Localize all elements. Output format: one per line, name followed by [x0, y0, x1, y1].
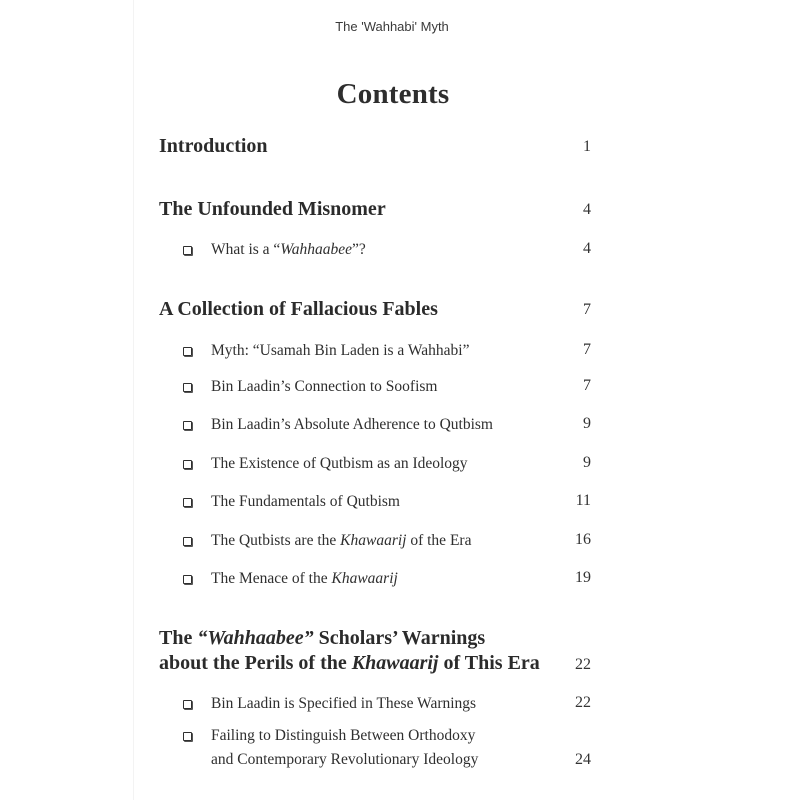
page-number: 7 [583, 301, 591, 318]
page-number: 1 [583, 138, 591, 155]
page-number: 24 [575, 751, 591, 768]
toc-section-label: Myth: “Usamah Bin Laden is a Wahhabi” [211, 342, 470, 359]
toc-section-label-line1: Failing to Distinguish Between Orthodoxy [211, 727, 476, 744]
toc-section-label: The Fundamentals of Qutbism [211, 493, 400, 510]
hollow-square-bullet-icon [183, 575, 192, 584]
hollow-square-bullet-icon [183, 732, 192, 741]
page-number: 9 [583, 415, 591, 432]
toc-chapter-label: The Unfounded Misnomer [159, 198, 386, 220]
page-number: 7 [583, 377, 591, 394]
toc-section-fundamentals-qutbism[interactable] [183, 490, 591, 514]
hollow-square-bullet-icon [183, 383, 192, 392]
toc-section-label: Bin Laadin is Specified in These Warnings [211, 695, 477, 712]
page-number: 4 [583, 240, 591, 257]
page-number: 22 [575, 694, 591, 711]
toc-section-bin-laadin-specified[interactable] [183, 692, 591, 716]
toc-chapter-introduction[interactable] [159, 134, 591, 159]
toc-section-failing-to-distinguish[interactable] [183, 724, 591, 772]
toc-section-connection-soofism[interactable] [183, 375, 591, 399]
toc-section-qutbists-khawaarij[interactable] [183, 529, 591, 553]
hollow-square-bullet-icon [183, 537, 192, 546]
toc-section-label: The Existence of Qutbism as an Ideology [211, 455, 468, 472]
page-title: Contents [336, 78, 450, 110]
page-number: 16 [575, 531, 591, 548]
toc-chapter-label-line1: The “Wahhaabee” Scholars’ Warnings [159, 627, 486, 649]
toc-chapter-scholars-warnings[interactable] [159, 626, 591, 676]
toc-chapter-label-line2: about the Perils of the Khawaarij of This Era [159, 652, 540, 674]
toc-section-label: Bin Laadin’s Connection to Soofism [211, 378, 438, 395]
page-number: 9 [583, 454, 591, 471]
hollow-square-bullet-icon [183, 498, 192, 507]
toc-chapter-label: Introduction [159, 135, 268, 157]
toc-section-label-line2: and Contemporary Revolutionary Ideology [211, 751, 479, 768]
toc-chapter-label: A Collection of Fallacious Fables [159, 298, 438, 320]
hollow-square-bullet-icon [183, 347, 192, 356]
running-header: The 'Wahhabi' Myth [335, 19, 449, 34]
toc-section-label: Bin Laadin’s Absolute Adherence to Qutbism [211, 416, 493, 433]
toc-section-myth-usamah[interactable] [183, 339, 591, 363]
toc-section-absolute-adherence[interactable] [183, 413, 591, 437]
toc-section-label: What is a “Wahhaabee”? [211, 241, 366, 258]
hollow-square-bullet-icon [183, 700, 192, 709]
toc-section-label: The Qutbists are the Khawaarij of the Era [211, 532, 472, 549]
hollow-square-bullet-icon [183, 421, 192, 430]
page-number: 7 [583, 341, 591, 358]
toc-section-existence-qutbism[interactable] [183, 452, 591, 476]
toc-section-menace-khawaarij[interactable] [183, 567, 591, 591]
page-number: 11 [575, 492, 591, 509]
toc-section-what-is-a-wahhaabee[interactable] [183, 238, 591, 262]
hollow-square-bullet-icon [183, 246, 192, 255]
page-number: 4 [583, 201, 591, 218]
page-number: 19 [575, 569, 591, 586]
toc-chapter-fallacious-fables[interactable] [159, 297, 591, 322]
page-edge-shadow [133, 0, 134, 800]
page-number: 22 [575, 656, 591, 673]
hollow-square-bullet-icon [183, 460, 192, 469]
toc-chapter-unfounded-misnomer[interactable] [159, 197, 591, 222]
toc-section-label: The Menace of the Khawaarij [211, 570, 398, 587]
